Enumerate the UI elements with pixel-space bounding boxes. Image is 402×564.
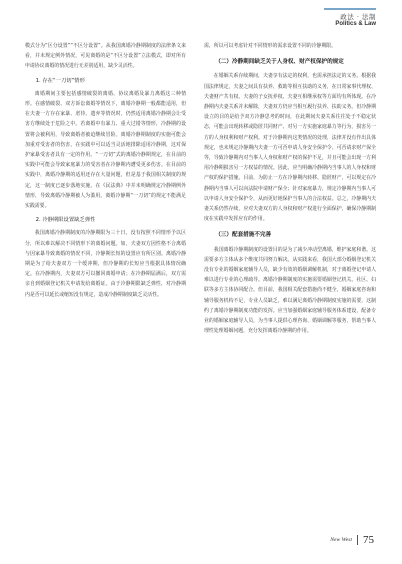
magazine-name: New West bbox=[330, 537, 352, 543]
section-header bbox=[335, 14, 376, 28]
paragraph: 模式分为“区分设置”“不区分设置”。从我国离婚冷静期制度的法律条文来看，并未规定例外情况，可见离婚的是“不区分设置”立法模式，即对所有申请协议离婚的情况进行无差别适用，缺少灵活性。 bbox=[25, 43, 186, 70]
subheading: 2. 冷静期限设置缺乏弹性 bbox=[35, 217, 96, 224]
section-title-en: Politics & Law bbox=[335, 21, 376, 28]
paragraph: 我国离婚冷静期制度的冷静期限为三十日，没有按照不同情形予以区分，所以难以解决不同情形下的离婚问题。如，夫妻双方因性格不合离婚与因家暴导致离婚的情况不同，冷静期长短的设置应有所区别。离婚冷静期是为了给夫妻双方一个缓冲期，但冷静期的长短应当根据具体情况确定。在冷静期内，夫妻双方可以撤回离婚申请；在冷静期届满后，双方需亲自到婚姻登记机关申请发给离婚证。由于冷静期限缺乏弹性，对冷静期内是否可以延长或缩短没有规定，造成冷静期制度缺乏灵活性。 bbox=[25, 230, 186, 298]
paragraph: 我国离婚冷静期制度的设置目的是为了减少冲动型离婚，维护家庭和谐。这需要多方主体从多个维度共同努力解决。从实践来看，我国大部分婚姻登记机关没有专业的婚姻家庭辅导人员，缺少有效的婚姻调解机制，对于离婚登记申请人难以进行专业的心理疏导。离婚冷静期制度的实施需要婚姻登记机关、社区、妇联等多方主体协同配合。但目前，我国相关配套措施尚不健全，婚姻家庭咨询和辅导服务机构不足，专业人员缺乏，难以满足离婚冷静期制度实施的需要，这制约了离婚冷静期制度功能的发挥。应当加强婚姻家庭辅导服务体系建设，配备专业的婚姻家庭辅导人员，为当事人提供心理咨询、婚姻调解等服务，帮助当事人理性处理婚姻问题，充分发挥离婚冷静期的作用。 bbox=[204, 246, 376, 335]
paragraph: 离婚期间主要包括感情破裂的离婚、协议离婚及暴力离婚这三种情形。在感情破裂、双方诉讼离婚等情况下，离婚冷静期一般都能适用，但在夫妻一方存在家暴、虐待、遗弃等情况时，仍然适用离婚冷静期会让受害方继续处于危险之中。若离婚中有暴力、重大过错等情形，冷静期的设置将会被利用，导致离婚者被迫继续冒险。离婚冷静期制度的实施可能会加重对受害者的伤害，在实践中可以适当灵活地排除适用冷静期，这对保护家暴受害者具有一定的作用。“一刀切”式的离婚冷静期规定，在目前的实践中可能会导致家庭暴力的受害者在冷静期内遭受更多伤害。在目前的实践中，离婚冷静期的适用还存在大量问题，但是基于我国相关制度的规定，这一制度已逐步落地实施。在《民法典》中并未明确规定冷静期例外情形，导致离婚冷静期被人为滥用。离婚冷静期“一刀切”的规定不能满足实践需要。 bbox=[25, 90, 186, 210]
header-accent-bar bbox=[324, 8, 376, 10]
footer-divider bbox=[357, 535, 358, 545]
right-column bbox=[204, 41, 376, 336]
section-title-cn: 政法 · 法制 bbox=[340, 13, 376, 21]
page-footer bbox=[330, 534, 374, 546]
subheading: 1. 存在“一刀切”情形 bbox=[35, 77, 85, 84]
left-column bbox=[25, 41, 186, 300]
page-number: 75 bbox=[363, 534, 374, 546]
paragraph: 需，所以可以考虑针对不同情形的需求设置不同的冷静期限。 bbox=[204, 43, 337, 49]
paragraph: 在婚姻关系存续期间，夫妻享有法定的权利，也需承担法定的义务。根据我国法律规定，夫妻之间具有扶养、救助等相互扶助的义务，在日常家事代理权、夫妻财产共有权、夫妻的子女抚养权、夫妻互相继承权等方面均有所体现。在冷静期内夫妻关系并未解除，夫妻双方仍应当相互履行扶养、扶助义务。但冷静期设立的目的是给予双方冷静思考的时间，在此期间夫妻关系往往处于不稳定状态，可能会出现转移或隐匿共同财产、对另一方实施家庭暴力等行为，损害另一方的人身权利和财产权利。对于冷静期内这类情况的处理，法律并没有作出具体规定，也未规定冷静期内夫妻一方可否申请人身安全保护令、可否请求财产保全等，导致冷静期内对当事人人身权和财产权的保护不足，并且可能会出现一方利用冷静期损害另一方权益的情况。因此，应当明确冷静期内当事人的人身权和财产权的保护措施。目前，为防止一方在冷静期内转移、隐匿财产，可以规定在冷静期内当事人可以向法院申请财产保全；针对家庭暴力，规定冷静期内当事人可以申请人身安全保护令，从而更好地保护当事人的合法权益。总之，冷静期内夫妻关系仍然存续，应对夫妻双方的人身权和财产权进行全面保护，确保冷静期制度在实践中发挥应有的作用。 bbox=[204, 73, 376, 223]
section-heading: （二）冷静期间缺乏关于人身权、财产权保护的规定 bbox=[215, 59, 344, 66]
section-heading: （三）配套措施不完善 bbox=[215, 232, 272, 239]
